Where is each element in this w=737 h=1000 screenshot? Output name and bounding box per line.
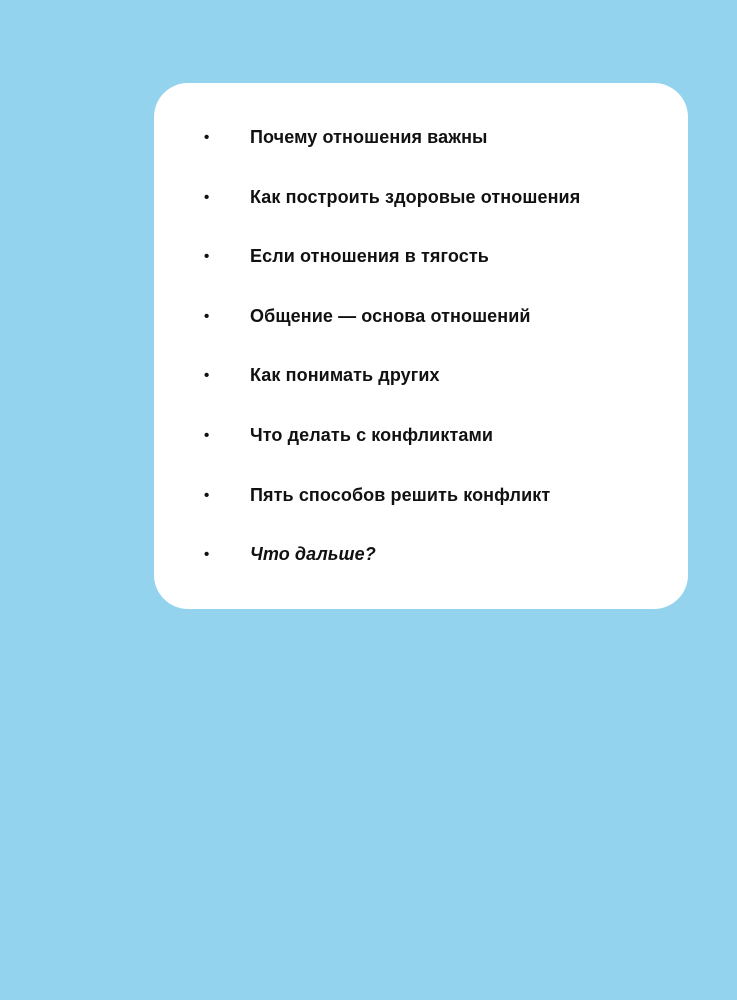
- list-item-label: Как построить здоровые отношения: [250, 186, 581, 207]
- list-item-label: Общение — основа отношений: [250, 305, 531, 326]
- list-item: [154, 124, 688, 184]
- bullet-icon: •: [204, 367, 210, 385]
- list-item: [154, 422, 688, 482]
- list-item-label: Если отношения в тягость: [250, 246, 489, 267]
- contents-card: [154, 83, 688, 609]
- bullet-icon: •: [204, 129, 210, 146]
- bullet-icon: •: [204, 188, 210, 206]
- list-item: [154, 482, 688, 542]
- bullet-icon: •: [204, 426, 210, 444]
- list-item: [154, 243, 688, 303]
- bullet-icon: •: [204, 307, 210, 325]
- list-item: [154, 541, 688, 601]
- list-item-label: Пять способов решить конфликт: [250, 484, 551, 505]
- list-item: [154, 362, 688, 422]
- bullet-icon: •: [204, 486, 210, 504]
- contents-list: [154, 124, 688, 601]
- list-item-label: Почему отношения важны: [250, 127, 488, 147]
- list-item-label: Что дальше?: [250, 544, 376, 565]
- bullet-icon: •: [204, 248, 210, 266]
- list-item-label: Как понимать других: [250, 365, 440, 386]
- bullet-icon: •: [204, 546, 210, 564]
- list-item-label: Что делать с конфликтами: [250, 424, 494, 445]
- list-item: [154, 303, 688, 363]
- list-item: [154, 184, 688, 244]
